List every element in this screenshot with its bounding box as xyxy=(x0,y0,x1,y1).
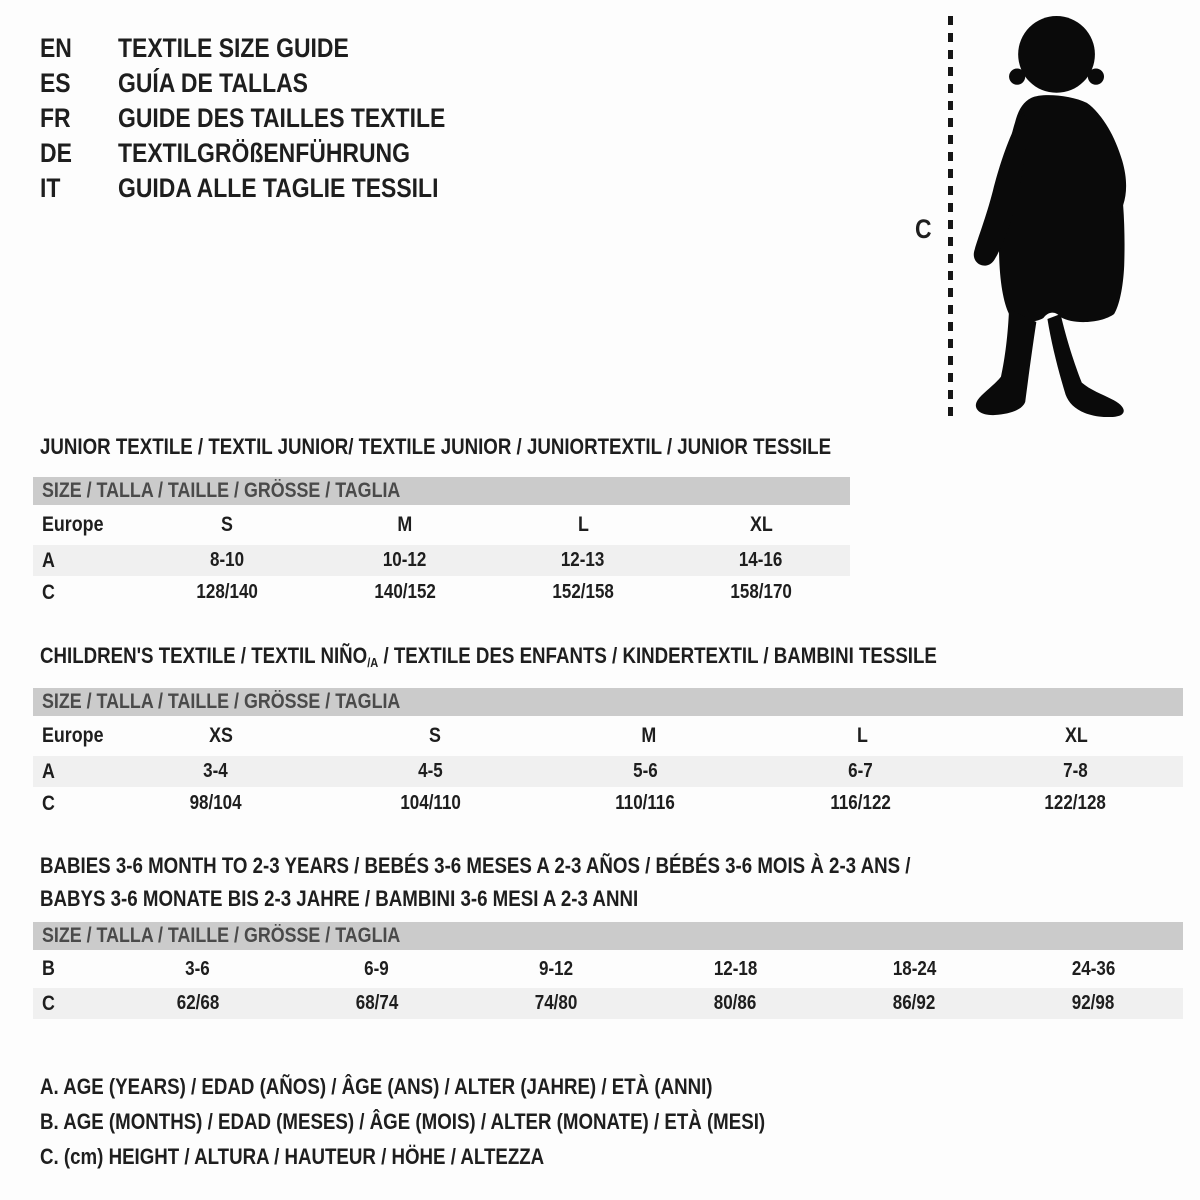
value-cell: 128/140 xyxy=(196,581,258,603)
language-code: ES xyxy=(40,68,71,98)
table-row-sizes xyxy=(33,716,1183,756)
size-cell: XL xyxy=(1064,724,1088,747)
value-cell: 98/104 xyxy=(189,792,242,814)
value-cell: 4-5 xyxy=(418,760,443,782)
value-cell: 62/68 xyxy=(176,992,219,1014)
table-row-height xyxy=(33,988,1183,1019)
language-label: GUIDA ALLE TAGLIE TESSILI xyxy=(118,173,439,203)
value-cell: 14-16 xyxy=(739,549,783,571)
babies-size-table xyxy=(33,922,1183,1019)
nino-a-subscript: /A xyxy=(367,655,379,670)
junior-section-title: JUNIOR TEXTILE / TEXTIL JUNIOR/ TEXTILE JUNIOR / JUNIORTEXTIL / JUNIOR TESSILE xyxy=(40,434,832,459)
height-measure-label: C xyxy=(915,214,932,244)
row-label-cell: B xyxy=(42,957,55,980)
size-cell: S xyxy=(221,513,233,536)
value-cell: 12-13 xyxy=(561,549,605,571)
value-cell: 80/86 xyxy=(713,992,757,1014)
value-cell: 6-7 xyxy=(848,760,873,782)
language-label: GUIDE DES TAILLES TEXTILE xyxy=(118,103,446,133)
value-cell: 24-36 xyxy=(1071,957,1116,980)
value-cell: 8-10 xyxy=(209,549,245,571)
language-row-es xyxy=(40,66,503,101)
size-cell: L xyxy=(577,513,589,536)
value-cell: 9-12 xyxy=(538,957,573,980)
row-label-cell: C xyxy=(42,580,55,604)
size-cell: XS xyxy=(209,724,234,747)
row-label-cell: C xyxy=(42,791,55,815)
value-cell: 116/122 xyxy=(830,792,891,814)
language-list xyxy=(40,31,503,206)
toddler-silhouette-icon xyxy=(962,13,1144,417)
babies-section-title: BABIES 3-6 MONTH TO 2-3 YEARS / BEBÉS 3-6 MESES A 2-3 AÑOS / BÉBÉS 3-6 MOIS À 2-3 ANS / BABYS 3-6 MONATE BIS 2-3 JAHRE / BAMBINI 3-6 MESI A 2-3 ANNI xyxy=(40,853,911,911)
value-cell: 7-8 xyxy=(1063,760,1088,782)
language-row-fr xyxy=(40,101,503,136)
size-cell: L xyxy=(856,724,868,747)
size-cell: M xyxy=(397,513,413,536)
size-cell: XL xyxy=(749,513,773,536)
value-cell: 74/80 xyxy=(534,992,578,1014)
legend-line-b: B. AGE (MONTHS) / EDAD (MESES) / ÂGE (MOIS) / ALTER (MONATE) / ETÀ (MESI) xyxy=(40,1109,766,1134)
language-label: TEXTILGRÖßENFÜHRUNG xyxy=(118,138,410,168)
table-row-sizes xyxy=(33,505,850,545)
children-size-table xyxy=(33,688,1183,820)
value-cell: 68/74 xyxy=(355,992,399,1014)
value-cell: 10-12 xyxy=(383,549,427,571)
value-cell: 140/152 xyxy=(374,581,436,603)
size-cell: M xyxy=(641,724,657,747)
size-cell: S xyxy=(428,724,441,747)
region-label-cell: Europe xyxy=(42,724,104,747)
row-label-cell: A xyxy=(42,548,55,572)
size-header-band: SIZE / TALLA / TAILLE / GRÖSSE / TAGLIA xyxy=(33,477,850,505)
region-label-cell: Europe xyxy=(42,513,104,536)
table-row-age xyxy=(33,545,850,576)
table-row-months xyxy=(33,950,1183,988)
value-cell: 5-6 xyxy=(633,760,658,782)
children-section-title: CHILDREN'S TEXTILE / TEXTIL NIÑO/A / TEXTILE DES ENFANTS / KINDERTEXTIL / BAMBINI TESSILE xyxy=(40,643,937,670)
value-cell: 152/158 xyxy=(552,581,614,603)
table-row-height xyxy=(33,576,850,609)
height-dashed-line xyxy=(948,16,953,416)
legend-line-a: A. AGE (YEARS) / EDAD (AÑOS) / ÂGE (ANS) / ALTER (JAHRE) / ETÀ (ANNI) xyxy=(40,1074,713,1099)
value-cell: 86/92 xyxy=(892,992,936,1014)
table-row-height xyxy=(33,787,1183,820)
row-label-cell: C xyxy=(42,991,55,1015)
value-cell: 18-24 xyxy=(892,957,937,980)
table-row-age xyxy=(33,756,1183,787)
language-code: FR xyxy=(40,103,71,133)
language-code: IT xyxy=(40,173,61,203)
language-row-it xyxy=(40,171,503,206)
legend-line-c: C. (cm) HEIGHT / ALTURA / HAUTEUR / HÖHE / ALTEZZA xyxy=(40,1144,545,1169)
size-header-band: SIZE / TALLA / TAILLE / GRÖSSE / TAGLIA xyxy=(33,688,1183,716)
language-code: EN xyxy=(40,33,72,63)
language-label: TEXTILE SIZE GUIDE xyxy=(118,33,349,63)
language-row-de xyxy=(40,136,503,171)
value-cell: 92/98 xyxy=(1072,992,1115,1014)
value-cell: 6-9 xyxy=(364,957,390,980)
value-cell: 158/170 xyxy=(730,581,792,603)
size-header-band: SIZE / TALLA / TAILLE / GRÖSSE / TAGLIA xyxy=(33,922,1183,950)
junior-size-table xyxy=(33,477,850,609)
value-cell: 3-4 xyxy=(203,760,228,782)
value-cell: 122/128 xyxy=(1044,792,1107,814)
value-cell: 104/110 xyxy=(400,792,461,814)
value-cell: 12-18 xyxy=(713,957,757,980)
language-label: GUÍA DE TALLAS xyxy=(118,68,308,98)
value-cell: 110/116 xyxy=(615,792,676,814)
language-code: DE xyxy=(40,138,72,168)
language-row-en xyxy=(40,31,503,66)
row-label-cell: A xyxy=(42,759,55,783)
value-cell: 3-6 xyxy=(185,957,210,980)
legend xyxy=(40,1069,893,1174)
